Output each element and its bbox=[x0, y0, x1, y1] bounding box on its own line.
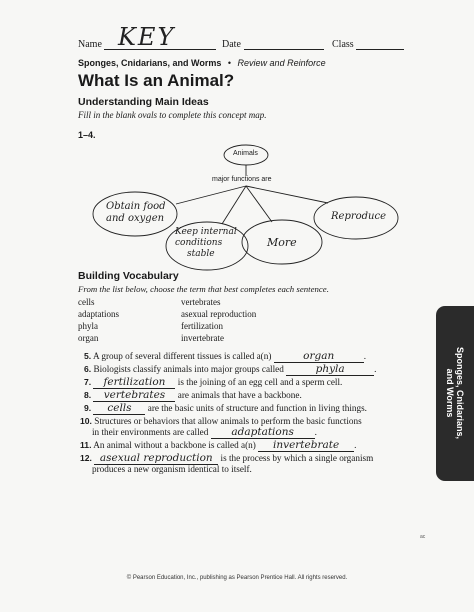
question-text: are the basic units of structure and function in living things. bbox=[147, 403, 367, 413]
class-label: Class bbox=[332, 39, 354, 50]
question-text: are animals that have a backbone. bbox=[177, 390, 302, 400]
oval-1-answer bbox=[106, 201, 166, 225]
answer-blank: fertilization bbox=[93, 377, 175, 389]
question-12-cont bbox=[92, 464, 252, 475]
question-end: . bbox=[354, 440, 357, 450]
chapter-bullet: • bbox=[227, 58, 232, 68]
question-text: in their environments are called bbox=[92, 427, 209, 437]
copyright-footer: © Pearson Education, Inc., publishing as Pearson Prentice Hall. All rights reserved. bbox=[126, 575, 348, 581]
question-text: is the joining of an egg cell and a sperm cell. bbox=[177, 377, 343, 387]
question-5 bbox=[84, 351, 366, 363]
term-right-3: fertilization bbox=[181, 321, 223, 331]
oval-2-answer bbox=[175, 227, 237, 260]
page-title: What Is an Animal? bbox=[78, 71, 235, 90]
term-right-4: invertebrate bbox=[181, 333, 224, 343]
oval-1-line1: Obtain food bbox=[106, 201, 166, 212]
main-ideas-instruction: Fill in the blank ovals to complete this concept map. bbox=[78, 110, 267, 120]
side-tab-line2: and Worms bbox=[445, 368, 455, 418]
question-number: 7. bbox=[84, 377, 92, 387]
answer-blank: phyla bbox=[286, 364, 374, 376]
question-8 bbox=[84, 390, 302, 402]
question-10-cont bbox=[92, 427, 317, 439]
question-7 bbox=[84, 377, 342, 389]
connector-3 bbox=[246, 186, 272, 222]
root-label: Animals bbox=[233, 150, 258, 157]
answer-blank: cells bbox=[93, 403, 145, 415]
oval-2-line1: Keep internal bbox=[175, 227, 237, 237]
term-left-4: organ bbox=[78, 333, 99, 343]
question-6 bbox=[84, 364, 376, 376]
oval-2-line2: conditions bbox=[175, 238, 223, 248]
oval-4-answer: Reproduce bbox=[331, 211, 387, 222]
term-right-2: asexual reproduction bbox=[181, 309, 257, 319]
connector-1 bbox=[176, 186, 246, 204]
vocab-heading: Building Vocabulary bbox=[78, 270, 179, 282]
question-number: 6. bbox=[84, 364, 92, 374]
question-text: Biologists classify animals into major groups called bbox=[93, 364, 284, 374]
answer-blank: vertebrates bbox=[93, 390, 175, 402]
question-end: . bbox=[314, 427, 317, 437]
oval-2-line3: stable bbox=[187, 249, 215, 259]
question-11 bbox=[80, 440, 356, 452]
question-text: Structures or behaviors that allow animals to perform the basic functions bbox=[94, 416, 362, 426]
answer-blank: organ bbox=[274, 351, 364, 363]
link-label: major functions are bbox=[212, 176, 272, 183]
term-right-1: vertebrates bbox=[181, 297, 221, 307]
term-left-1: cells bbox=[78, 297, 95, 307]
oval-3-answer: More bbox=[267, 236, 297, 249]
name-value: KEY bbox=[118, 23, 176, 51]
question-text: A group of several different tissues is called a(n) bbox=[92, 351, 272, 361]
question-number: 9. bbox=[84, 403, 92, 413]
side-tab-label bbox=[445, 347, 465, 439]
main-ideas-heading: Understanding Main Ideas bbox=[78, 96, 209, 108]
oval-1-line2: and oxygen bbox=[106, 213, 165, 224]
term-left-3: phyla bbox=[78, 321, 98, 331]
question-10 bbox=[80, 416, 362, 427]
date-label: Date bbox=[222, 39, 241, 50]
question-text: produces a new organism identical to itself. bbox=[92, 464, 252, 474]
question-text: An animal without a backbone is called a(n) bbox=[93, 440, 256, 450]
section-label: Review and Reinforce bbox=[237, 58, 326, 68]
question-text: is the process by which a single organism bbox=[220, 453, 374, 463]
answer-blank: invertebrate bbox=[258, 440, 354, 452]
item-numbers: 1–4. bbox=[78, 130, 96, 140]
connector-4 bbox=[246, 186, 328, 203]
question-9 bbox=[84, 403, 367, 415]
side-tab-line1: Sponges, Cnidarians, bbox=[455, 346, 465, 440]
answer-blank: asexual reproduction bbox=[94, 453, 218, 465]
chapter-title: Sponges, Cnidarians, and Worms bbox=[78, 58, 222, 68]
question-end: . bbox=[363, 351, 366, 361]
vocab-instruction: From the list below, choose the term that best completes each sentence. bbox=[78, 284, 329, 294]
question-number: 5. bbox=[84, 351, 92, 361]
question-number: 12. bbox=[80, 453, 92, 463]
question-number: 10. bbox=[80, 416, 92, 426]
corner-mark: ac bbox=[420, 534, 426, 540]
name-label: Name bbox=[78, 39, 102, 50]
question-end: . bbox=[374, 364, 377, 374]
term-left-2: adaptations bbox=[78, 309, 119, 319]
answer-blank: adaptations bbox=[211, 427, 315, 439]
question-number: 11. bbox=[80, 440, 92, 450]
question-number: 8. bbox=[84, 390, 92, 400]
